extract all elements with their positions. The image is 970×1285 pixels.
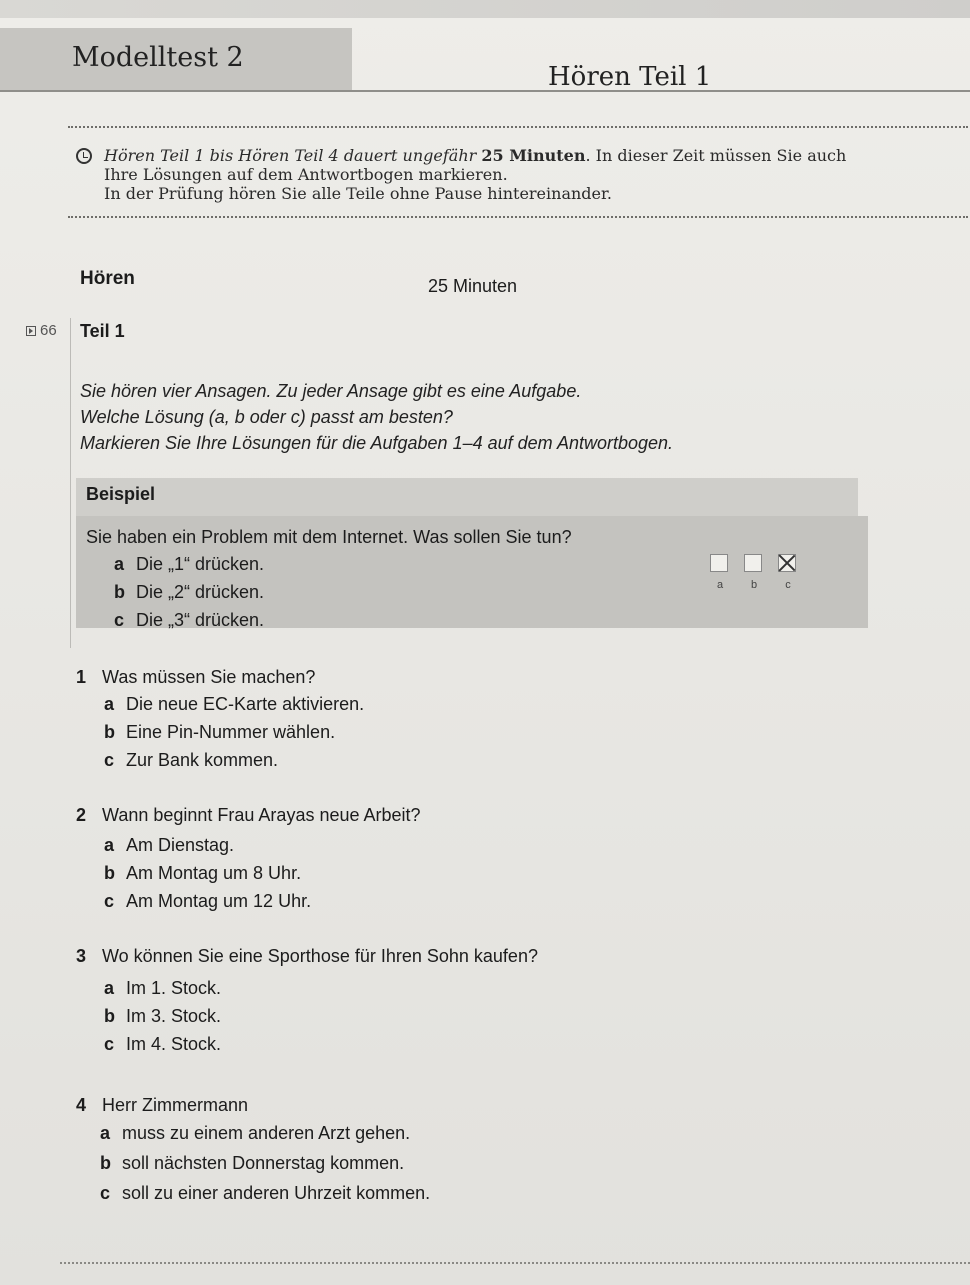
note-duration: 25 Minuten — [481, 146, 586, 165]
test-title: Modelltest 2 — [72, 42, 244, 73]
option-1b[interactable]: b Eine Pin-Nummer wählen. — [104, 722, 336, 742]
option-2b[interactable]: b Am Montag um 8 Uhr. — [104, 863, 302, 883]
option-4c[interactable]: c soll zu einer anderen Uhrzeit kommen. — [100, 1183, 431, 1203]
option-3b[interactable]: b Im 3. Stock. — [104, 1006, 222, 1026]
question-3: 3 Wo können Sie eine Sporthose für Ihren Sohn kaufen? — [76, 946, 538, 966]
question-1: 1 Was müssen Sie machen? — [76, 667, 316, 687]
answer-label-a: a — [716, 579, 724, 591]
note-line-3: In der Prüfung hören Sie alle Teile ohne Pause hintereinander. — [104, 184, 612, 203]
note-line-2: Ihre Lösungen auf dem Antwortbogen markieren. — [104, 165, 508, 184]
option-4b[interactable]: b soll nächsten Donnerstag kommen. — [100, 1153, 405, 1173]
option-3c[interactable]: c Im 4. Stock. — [104, 1034, 222, 1054]
instruction-line: Sie hören vier Ansagen. Zu jeder Ansage gibt es eine Aufgabe. — [80, 381, 582, 401]
option-1c[interactable]: c Zur Bank kommen. — [104, 750, 279, 770]
question-3-options — [104, 974, 221, 1058]
answer-box-labels — [716, 579, 792, 591]
instructions — [80, 378, 673, 456]
option-3a[interactable]: a Im 1. Stock. — [104, 978, 222, 998]
audio-track-icon — [26, 326, 36, 336]
part-label: Teil 1 — [80, 321, 125, 341]
question-2-options — [104, 831, 311, 915]
clock-icon — [76, 148, 92, 164]
example-option-c: c Die „3“ drücken. — [114, 610, 265, 630]
example-options — [114, 550, 264, 634]
instruction-line: Welche Lösung (a, b oder c) passt am besten? — [80, 407, 453, 427]
section-title: Hören Teil 1 — [548, 62, 712, 92]
answer-box-a[interactable] — [710, 554, 728, 572]
option-2a[interactable]: a Am Dienstag. — [104, 835, 235, 855]
question-1-options — [104, 690, 364, 774]
note-bottom-divider — [68, 216, 968, 218]
example-option-a: a Die „1“ drücken. — [114, 554, 265, 574]
example-option-b: b Die „2“ drücken. — [114, 582, 265, 602]
track-number: 66 — [40, 322, 57, 339]
timing-note — [104, 146, 964, 203]
note-top-divider — [68, 126, 968, 128]
header-rule — [0, 90, 970, 92]
option-4a[interactable]: a muss zu einem anderen Arzt gehen. — [100, 1123, 411, 1143]
answer-label-c: c — [785, 579, 791, 591]
page-top-strip — [0, 0, 970, 18]
answer-box-b[interactable] — [744, 554, 762, 572]
example-header-bg — [76, 478, 858, 516]
answer-label-b: b — [750, 579, 758, 591]
margin-line — [70, 318, 71, 648]
option-1a[interactable]: a Die neue EC-Karte aktivieren. — [104, 694, 365, 714]
example-title: Beispiel — [86, 484, 156, 504]
example-answer-boxes — [710, 554, 796, 572]
audio-track — [26, 322, 57, 339]
question-4: 4 Herr Zimmermann — [76, 1095, 249, 1115]
question-4-options — [100, 1118, 430, 1208]
option-2c[interactable]: c Am Montag um 12 Uhr. — [104, 891, 312, 911]
question-2: 2 Wann beginnt Frau Arayas neue Arbeit? — [76, 805, 421, 825]
section-duration: 25 Minuten — [428, 276, 518, 296]
page-bottom-rule — [60, 1262, 970, 1264]
section-label: Hören — [80, 268, 135, 289]
note-line-1: Hören Teil 1 bis Hören Teil 4 dauert ungefähr 25 Minuten. In dieser Zeit müssen Sie auch — [104, 146, 847, 165]
example-question: Sie haben ein Problem mit dem Internet. Was sollen Sie tun? — [86, 527, 572, 547]
answer-box-c-checked[interactable] — [778, 554, 796, 572]
instruction-line: Markieren Sie Ihre Lösungen für die Aufgaben 1–4 auf dem Antwortbogen. — [80, 433, 674, 453]
